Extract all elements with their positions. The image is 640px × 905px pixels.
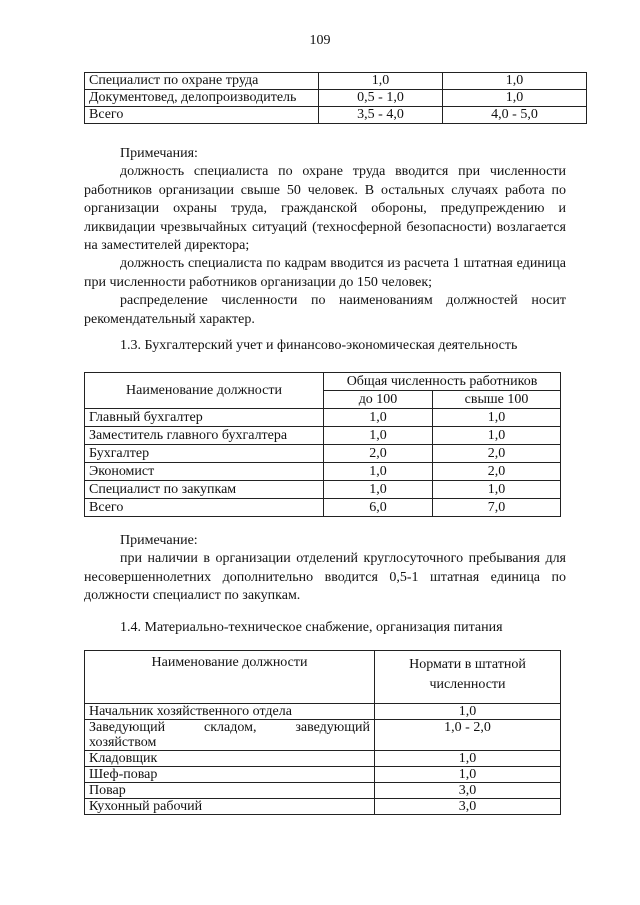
position-cell: Всего xyxy=(85,499,324,517)
table-row xyxy=(85,445,561,463)
table-row xyxy=(85,90,587,107)
position-cell: Специалист по охране труда xyxy=(85,73,319,90)
column-header: Наименование должности xyxy=(85,651,375,704)
value-cell: 1,0 xyxy=(375,704,561,720)
position-cell: Бухгалтер xyxy=(85,445,324,463)
value-cell: 1,0 xyxy=(319,73,443,90)
value-cell: 2,0 xyxy=(324,445,433,463)
note-paragraph: должность специалиста по кадрам вводится из расчета 1 штатная единица при численности работников организации до 150 человек; xyxy=(84,256,566,290)
value-cell: 1,0 xyxy=(324,427,433,445)
position-cell: Специалист по закупкам xyxy=(85,481,324,499)
value-cell: 6,0 xyxy=(324,499,433,517)
norm-header-line: численности xyxy=(429,677,506,692)
table-row xyxy=(85,799,561,815)
table-row xyxy=(85,751,561,767)
position-cell: Начальник хозяйственного отдела xyxy=(85,704,375,720)
position-cell: Кухонный рабочий xyxy=(85,799,375,815)
table-row xyxy=(85,409,561,427)
position-cell: Заместитель главного бухгалтера xyxy=(85,427,324,445)
norm-header-line: Нормати в штатной xyxy=(409,657,526,672)
table-row xyxy=(85,107,587,124)
position-cell: Документовед, делопроизводитель xyxy=(85,90,319,107)
value-cell: 2,0 xyxy=(433,463,561,481)
value-cell: 2,0 xyxy=(433,445,561,463)
value-cell: 1,0 - 2,0 xyxy=(375,720,561,751)
column-header: до 100 xyxy=(324,391,433,409)
column-header xyxy=(375,651,561,704)
table-row xyxy=(85,720,561,751)
table-row xyxy=(85,704,561,720)
table-row xyxy=(85,499,561,517)
value-cell: 7,0 xyxy=(433,499,561,517)
value-cell: 1,0 xyxy=(324,463,433,481)
supply-staff-table xyxy=(84,650,561,815)
value-cell: 1,0 xyxy=(375,751,561,767)
table-row xyxy=(85,463,561,481)
accounting-staff-table xyxy=(84,372,561,517)
table-row xyxy=(85,481,561,499)
value-cell: 3,5 - 4,0 xyxy=(319,107,443,124)
value-cell: 3,0 xyxy=(375,799,561,815)
value-cell: 1,0 xyxy=(433,409,561,427)
table-row xyxy=(85,73,587,90)
value-cell: 3,0 xyxy=(375,783,561,799)
table-row xyxy=(85,427,561,445)
position-cell: Кладовщик xyxy=(85,751,375,767)
note-paragraph: при наличии в организации отделений круглосуточного пребывания для несовершеннолетних дополнительно вводится 0,5-1 штатная единица по должности специалист по закупкам. xyxy=(84,551,566,603)
value-cell: 0,5 - 1,0 xyxy=(319,90,443,107)
position-cell: Главный бухгалтер xyxy=(85,409,324,427)
column-header: Общая численность работников xyxy=(324,373,561,391)
column-header: Наименование должности xyxy=(85,373,324,409)
position-cell: Экономист xyxy=(85,463,324,481)
position-cell: Повар xyxy=(85,783,375,799)
note-paragraph: должность специалиста по охране труда вводится при численности работников организации свыше 50 человек. В остальных случаях работа по организации охраны труда, гражданской обороны, предупреждению и ликвидации чрезвычайных ситуаций (техносферной безопасности) возлагается на заместителей директора; xyxy=(84,164,566,253)
position-cell: Всего xyxy=(85,107,319,124)
position-cell: Заведующий складом, заведующий хозяйством xyxy=(85,720,375,751)
value-cell: 1,0 xyxy=(433,481,561,499)
value-cell: 1,0 xyxy=(433,427,561,445)
table-row xyxy=(85,767,561,783)
value-cell: 1,0 xyxy=(324,481,433,499)
table-row xyxy=(85,783,561,799)
value-cell: 1,0 xyxy=(443,73,587,90)
table-header-row xyxy=(85,651,561,704)
section-heading: 1.3. Бухгалтерский учет и финансово-экономическая деятельность xyxy=(120,338,518,353)
position-cell: Шеф-повар xyxy=(85,767,375,783)
value-cell: 1,0 xyxy=(324,409,433,427)
note-paragraph: распределение численности по наименованиям должностей носит рекомендательный характер. xyxy=(84,293,566,327)
page-number: 109 xyxy=(309,33,331,48)
staff-table-continued xyxy=(84,72,587,124)
value-cell: 4,0 - 5,0 xyxy=(443,107,587,124)
column-header: свыше 100 xyxy=(433,391,561,409)
value-cell: 1,0 xyxy=(443,90,587,107)
section-heading: 1.4. Материально-техническое снабжение, организация питания xyxy=(120,620,503,635)
table-header-row xyxy=(85,373,561,391)
notes-title: Примечания: xyxy=(120,146,198,161)
notes-title: Примечание: xyxy=(120,533,198,548)
value-cell: 1,0 xyxy=(375,767,561,783)
